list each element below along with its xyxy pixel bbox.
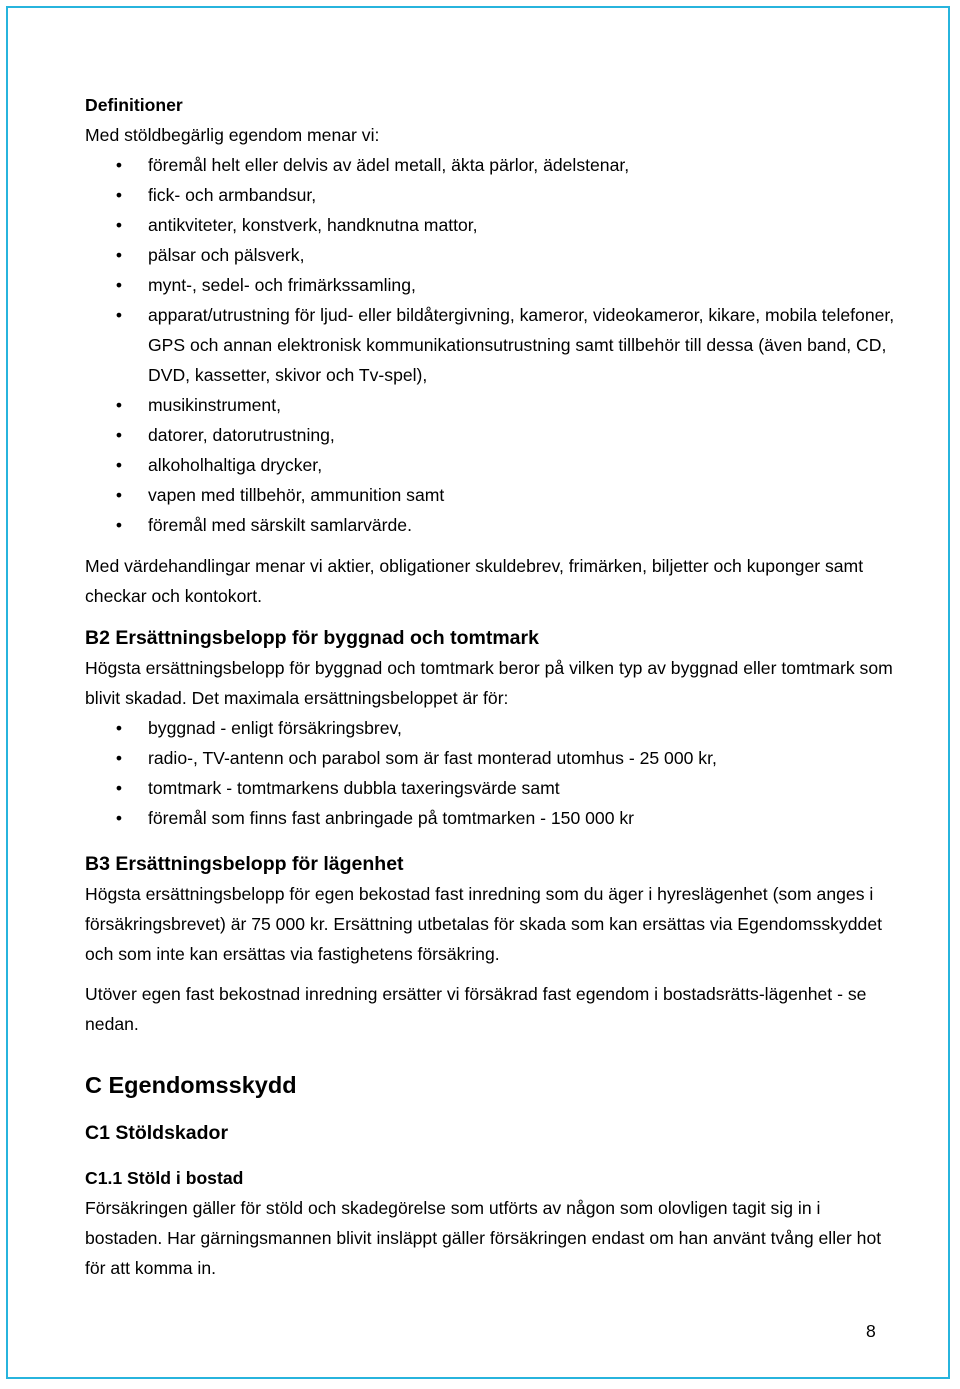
bullet-icon: •: [115, 185, 123, 205]
bullet-icon: •: [115, 425, 123, 445]
section-b3-text-2: Utöver egen fast bekostnad inredning ersätter vi försäkrad fast egendom i bostadsrätts-lägenhet - se nedan.: [85, 984, 867, 1034]
section-b3-heading: B3 Ersättningsbelopp för lägenhet: [85, 853, 404, 875]
list-item: • antikviteter, konstverk, handknutna mattor,: [85, 210, 895, 240]
bullet-icon: •: [115, 485, 123, 505]
list-item: • föremål helt eller delvis av ädel metall, äkta pärlor, ädelstenar,: [85, 150, 895, 180]
bullet-icon: •: [115, 215, 123, 235]
section-c1-heading: C1 Stöldskador: [85, 1122, 229, 1144]
list-item: • musikinstrument,: [85, 390, 895, 420]
list-item: • tomtmark - tomtmarkens dubbla taxeringsvärde samt: [85, 773, 895, 803]
bullet-icon: •: [115, 808, 123, 828]
definitions-list: [85, 150, 895, 540]
bullet-icon: •: [115, 778, 123, 798]
list-item: • vapen med tillbehör, ammunition samt: [85, 480, 895, 510]
definitions-intro: Med stöldbegärlig egendom menar vi:: [85, 125, 380, 145]
list-item: • alkoholhaltiga drycker,: [85, 450, 895, 480]
page-content: [85, 88, 895, 1283]
list-item: • mynt-, sedel- och frimärkssamling,: [85, 270, 895, 300]
page: [6, 6, 950, 1379]
section-b2-text: Högsta ersättningsbelopp för byggnad och tomtmark beror på vilken typ av byggnad eller tomtmark som blivit skadad. Det maximala ersättningsbeloppet är för:: [85, 658, 893, 708]
section-c-heading: C Egendomsskydd: [85, 1072, 297, 1098]
list-item: • apparat/utrustning för ljud- eller bildåtergivning, kameror, videokameror, kikare, mobila telefoner, GPS och annan elektronisk kommunikationsutrustning samt tillbehör till dessa (även band, CD, DVD, kassetter, skivor och Tv-spel),: [85, 300, 895, 390]
list-item: • föremål med särskilt samlarvärde.: [85, 510, 895, 540]
bullet-icon: •: [115, 275, 123, 295]
list-item: • fick- och armbandsur,: [85, 180, 895, 210]
bullet-icon: •: [115, 748, 123, 768]
bullet-icon: •: [115, 155, 123, 175]
section-c11-heading: C1.1 Stöld i bostad: [85, 1168, 244, 1188]
section-b2-heading: B2 Ersättningsbelopp för byggnad och tomtmark: [85, 627, 539, 649]
bullet-icon: •: [115, 395, 123, 415]
definitions-title: Definitioner: [85, 95, 183, 115]
bullet-icon: •: [115, 305, 123, 325]
values-paragraph: Med värdehandlingar menar vi aktier, obligationer skuldebrev, frimärken, biljetter och kuponger samt checkar och kontokort.: [85, 556, 864, 606]
list-item: • pälsar och pälsverk,: [85, 240, 895, 270]
list-item: • radio-, TV-antenn och parabol som är fast monterad utomhus - 25 000 kr,: [85, 743, 895, 773]
list-item: • föremål som finns fast anbringade på tomtmarken - 150 000 kr: [85, 803, 895, 833]
b2-list: [85, 713, 895, 833]
list-item: • byggnad - enligt försäkringsbrev,: [85, 713, 895, 743]
bullet-icon: •: [115, 718, 123, 738]
bullet-icon: •: [115, 245, 123, 265]
section-b3-text: Högsta ersättningsbelopp för egen bekostad fast inredning som du äger i hyreslägenhet (som anges i försäkringsbrevet) är 75 000 kr. Ersättning utbetalas för skada som kan ersättas via Egendomsskyddet och som inte kan ersättas via fastighetens försäkring.: [85, 884, 883, 964]
bullet-icon: •: [115, 515, 123, 535]
page-number: 8: [866, 1321, 876, 1341]
list-item: • datorer, datorutrustning,: [85, 420, 895, 450]
section-c11-text: Försäkringen gäller för stöld och skadegörelse som utförts av någon som olovligen tagit sig in i bostaden. Har gärningsmannen blivit insläppt gäller försäkringen endast om han använt tvång eller hot för att komma in.: [85, 1198, 882, 1278]
bullet-icon: •: [115, 455, 123, 475]
